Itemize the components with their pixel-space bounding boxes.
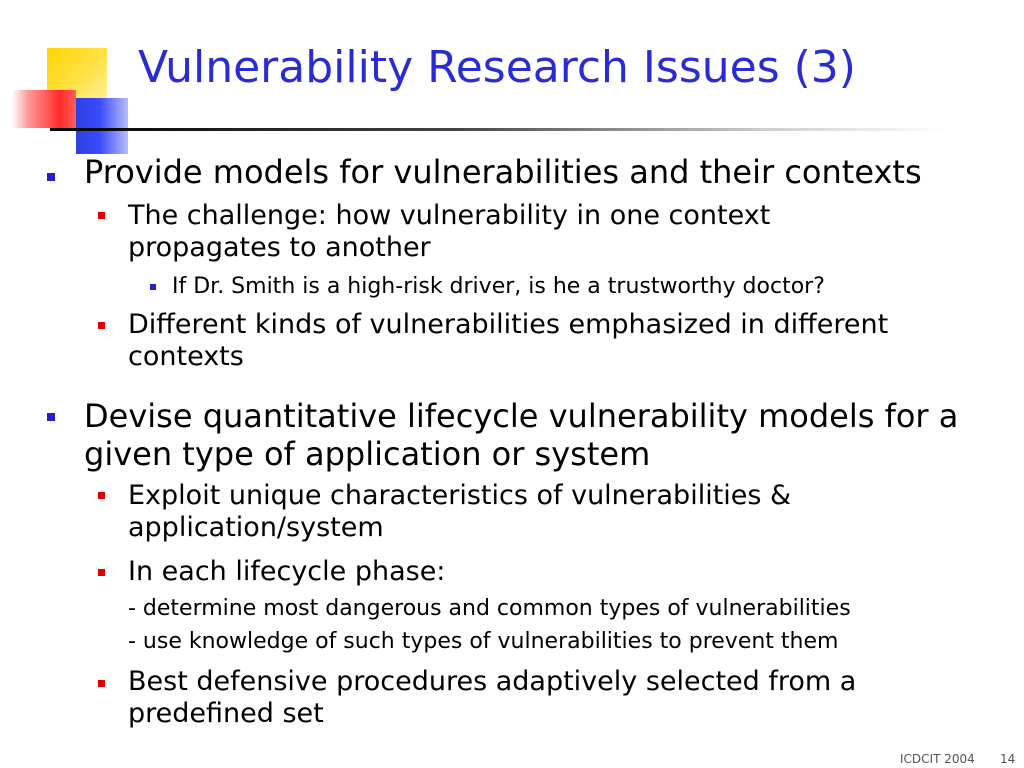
bullet-level2-icon bbox=[98, 569, 105, 576]
slide-title: Vulnerability Research Issues (3) bbox=[138, 42, 856, 93]
bullet-level1-icon bbox=[47, 173, 55, 181]
bullet-2-2-text: In each lifecycle phase: bbox=[128, 556, 446, 587]
bullet-1-1-1-text: If Dr. Smith is a high-risk driver, is he a trustworthy doctor? bbox=[172, 274, 825, 299]
bullet-level3-icon bbox=[150, 284, 156, 290]
bullet-level1-icon bbox=[47, 413, 55, 421]
bullet-level2-icon bbox=[98, 492, 105, 499]
bullet-level2-icon bbox=[98, 680, 105, 687]
bullet-level2-icon bbox=[98, 212, 105, 219]
bullet-2-2-detail-b: - use knowledge of such types of vulnerabilities to prevent them bbox=[128, 629, 839, 654]
bullet-level2-icon bbox=[98, 322, 105, 329]
bullet-1-text: Provide models for vulnerabilities and their contexts bbox=[84, 153, 922, 191]
bullet-2-2-detail-a: - determine most dangerous and common types of vulnerabilities bbox=[128, 596, 851, 621]
bullet-1-1-text: The challenge: how vulnerability in one context propagates to another bbox=[128, 200, 771, 263]
footer-conference: ICDCIT 2004 bbox=[900, 752, 975, 766]
bullet-2-3-text: Best defensive procedures adaptively selected from a predefined set bbox=[128, 666, 857, 729]
bullet-1-2-text: Different kinds of vulnerabilities emphasized in different contexts bbox=[128, 309, 889, 372]
footer-page-number: 14 bbox=[1000, 752, 1016, 766]
bullet-2-1-text: Exploit unique characteristics of vulnerabilities & application/system bbox=[128, 480, 792, 543]
bullet-2-text: Devise quantitative lifecycle vulnerability models for a given type of application or system bbox=[84, 397, 959, 473]
